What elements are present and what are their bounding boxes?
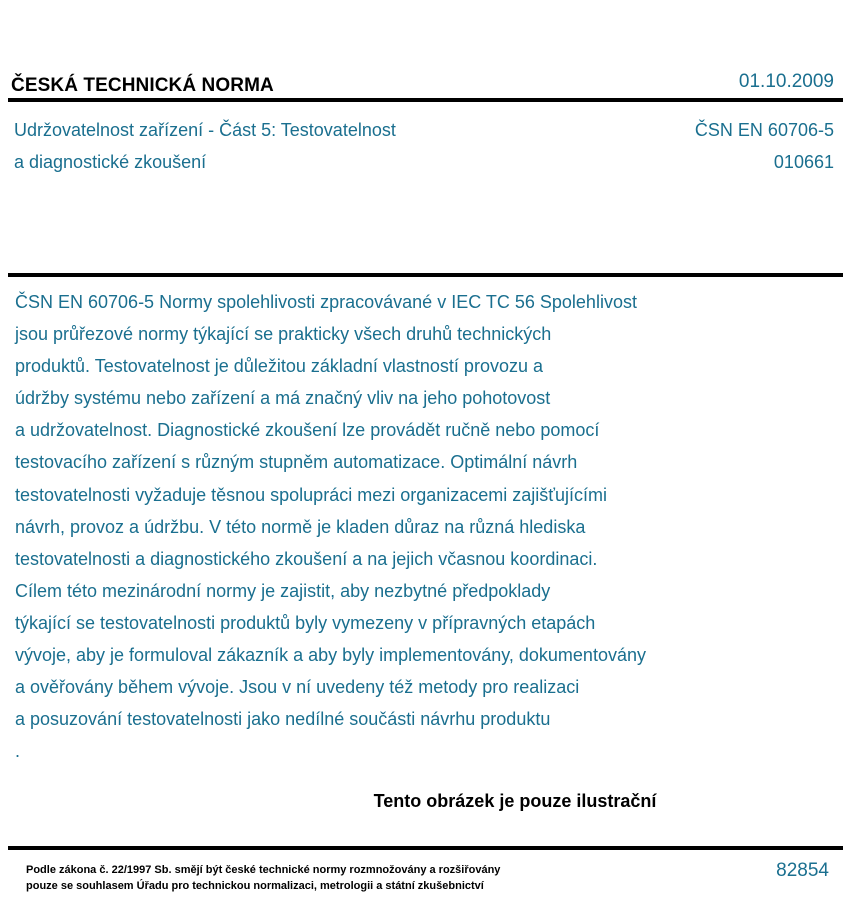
abstract-line: testovacího zařízení s různým stupněm automatizace. Optimální návrh: [15, 452, 578, 473]
footer-rule: [8, 846, 843, 850]
illustration-note: Tento obrázek je pouze ilustrační: [373, 791, 657, 811]
issue-date: 01.10.2009: [738, 71, 834, 92]
header-rule: [8, 98, 843, 102]
standard-number: ČSN EN 60706-5: [694, 120, 834, 140]
abstract-line: Cílem této mezinárodní normy je zajistit, aby nezbytné předpoklady: [15, 580, 551, 601]
legal-notice-line: pouze se souhlasem Úřadu pro technickou normalizaci, metrologii a státní zkušebnictví: [26, 880, 484, 892]
abstract-line: testovatelnosti a diagnostického zkoušení a na jejich včasnou koordinaci.: [15, 548, 598, 569]
abstract-line: a posuzování testovatelnosti jako nedílné součásti návrhu produktu: [15, 709, 551, 730]
abstract-line: údržby systému nebo zařízení a má značný vliv na jeho pohotovost: [15, 388, 551, 409]
abstract-line: produktů. Testovatelnost je důležitou základní vlastností provozu a: [15, 356, 543, 377]
abstract-top-rule: [8, 273, 843, 277]
classification-code: 010661: [773, 152, 834, 172]
abstract-line: ČSN EN 60706-5 Normy spolehlivosti zpracovávané v IEC TC 56 Spolehlivost: [15, 292, 637, 312]
document-title-line: Udržovatelnost zařízení - Část 5: Testovatelnost: [14, 120, 396, 140]
abstract-line: .: [15, 741, 21, 762]
abstract-line: jsou průřezové normy týkající se prakticky všech druhů technických: [15, 324, 552, 345]
abstract-line: a udržovatelnost. Diagnostické zkoušení lze provádět ručně nebo pomocí: [15, 420, 600, 441]
document-identifiers: [695, 114, 834, 178]
legal-notice-line: Podle zákona č. 22/1997 Sb. smějí být české technické normy rozmnožovány a rozšiřovány: [26, 864, 501, 876]
abstract-text: [15, 286, 646, 767]
abstract-line: testovatelnosti vyžaduje těsnou spolupráci mezi organizacemi zajišťujícími: [15, 484, 608, 505]
abstract-line: vývoje, aby je formuloval zákazník a aby byly implementovány, dokumentovány: [15, 645, 646, 666]
header-title: ČESKÁ TECHNICKÁ NORMA: [11, 75, 274, 96]
legal-notice: [26, 862, 500, 894]
abstract-line: návrh, provoz a údržbu. V této normě je kladen důraz na různá hlediska: [15, 516, 586, 537]
document-title: [14, 114, 396, 178]
price-code: 82854: [776, 860, 829, 881]
abstract-line: a ověřovány během vývoje. Jsou v ní uvedeny též metody pro realizaci: [15, 677, 580, 698]
abstract-line: týkající se testovatelnosti produktů byly vymezeny v přípravných etapách: [15, 612, 596, 633]
document-title-line: a diagnostické zkoušení: [14, 152, 207, 172]
